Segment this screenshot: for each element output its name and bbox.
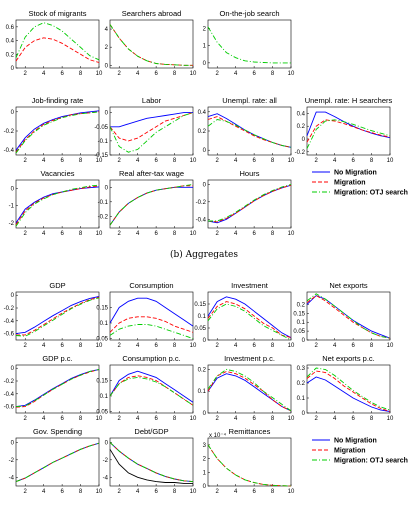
series-line — [208, 297, 291, 338]
plot-frame — [110, 438, 193, 486]
y-tick-label: 0.15 — [293, 311, 305, 318]
y-tick-label: -0.6 — [3, 331, 14, 338]
x-tick-label: 2 — [215, 158, 219, 164]
x-tick-label: 8 — [369, 416, 374, 422]
x-tick-label: 2 — [23, 489, 27, 495]
x-tick-label: 2 — [215, 416, 219, 422]
y-tick-label: -2 — [8, 457, 14, 464]
axis-exponent: x 10⁻⁴ — [209, 433, 227, 439]
x-tick-label: 10 — [189, 231, 197, 237]
panel-title: Net exports — [329, 281, 368, 290]
legend-label: No Migration — [334, 169, 377, 177]
x-tick-label: 8 — [78, 489, 83, 495]
panel-searchers-abroad — [105, 9, 197, 77]
series-line — [16, 186, 99, 225]
y-tick-label: 0 — [202, 411, 206, 417]
series-line — [110, 371, 193, 402]
panel-stock-of-migrants — [6, 9, 103, 77]
x-tick-label: 8 — [78, 71, 83, 77]
x-tick-label: 8 — [78, 231, 83, 237]
y-tick-label: -1 — [8, 203, 14, 210]
panel-debt-gdp — [103, 427, 197, 495]
y-tick-label: -0.4 — [3, 391, 14, 398]
x-tick-label: 6 — [252, 71, 256, 77]
x-tick-label: 8 — [270, 158, 275, 164]
x-tick-label: 8 — [369, 343, 374, 349]
y-tick-label: -0.15 — [94, 153, 108, 159]
plot-frame — [307, 107, 390, 155]
panel-hours — [196, 169, 295, 237]
y-tick-label: -0.2 — [3, 129, 14, 135]
y-tick-label: 2 — [202, 456, 206, 463]
panel-net-exports-p-c — [297, 354, 394, 422]
panel-gdp — [4, 281, 103, 349]
x-tick-label: 4 — [233, 343, 238, 349]
series-line — [110, 298, 193, 326]
x-tick-label: 4 — [332, 343, 337, 349]
x-tick-label: 10 — [95, 71, 103, 77]
y-tick-label: 2 — [104, 45, 108, 52]
plot-frame — [16, 438, 99, 486]
x-tick-label: 8 — [78, 416, 83, 422]
series-line — [110, 442, 193, 481]
x-tick-label: 10 — [287, 158, 295, 164]
panel-title: Searchers abroad — [121, 9, 182, 18]
x-tick-label: 4 — [41, 231, 46, 237]
y-tick-label: -0.2 — [294, 149, 305, 156]
y-tick-label: 0 — [202, 484, 206, 490]
panel-title: Net exports p.c. — [322, 354, 375, 363]
y-tick-label: 0 — [301, 137, 305, 143]
panel-title: Stock of migrants — [28, 9, 87, 18]
panel-title: Consumption p.c. — [122, 354, 181, 363]
panel-title: Unempl. rate: H searchers — [304, 96, 393, 105]
y-tick-label: -0.2 — [97, 214, 108, 221]
y-tick-label: 1 — [202, 470, 206, 477]
panel-title: Remittances — [228, 427, 271, 436]
series-line — [307, 112, 390, 138]
x-tick-label: 10 — [189, 71, 197, 77]
x-tick-label: 8 — [270, 71, 275, 77]
x-tick-label: 4 — [233, 158, 238, 164]
y-tick-label: -2 — [8, 220, 14, 227]
plot-frame — [16, 180, 99, 228]
y-tick-label: 0.1 — [99, 393, 108, 400]
y-tick-label: -0.2 — [195, 199, 206, 206]
x-tick-label: 2 — [314, 158, 318, 164]
x-tick-label: 2 — [23, 416, 27, 422]
series-line — [16, 370, 99, 407]
x-tick-label: 6 — [60, 489, 64, 495]
panel-title: Investment — [231, 281, 268, 290]
x-tick-label: 6 — [252, 343, 256, 349]
y-tick-label: 0.1 — [296, 320, 305, 327]
series-line — [307, 377, 390, 412]
series-line — [110, 184, 193, 225]
plot-frame — [110, 20, 193, 68]
y-tick-label: 0.1 — [99, 320, 108, 327]
panel-title: Debt/GDP — [134, 427, 169, 436]
x-tick-label: 2 — [117, 489, 121, 495]
x-tick-label: 6 — [60, 158, 64, 164]
y-tick-label: -4 — [102, 475, 108, 482]
x-tick-label: 4 — [233, 489, 238, 495]
x-tick-label: 8 — [78, 158, 83, 164]
series-line — [307, 294, 390, 338]
x-tick-label: 4 — [135, 71, 140, 77]
y-tick-label: 0.2 — [5, 52, 14, 59]
x-tick-label: 4 — [41, 489, 46, 495]
y-tick-label: 0.2 — [296, 124, 305, 131]
x-tick-label: 4 — [135, 343, 140, 349]
y-tick-label: 0.2 — [197, 129, 206, 135]
y-tick-label: -0.1 — [97, 199, 108, 206]
x-tick-label: 6 — [60, 416, 64, 422]
x-tick-label: 4 — [135, 489, 140, 495]
x-tick-label: 6 — [252, 416, 256, 422]
y-tick-label: -0.2 — [3, 379, 14, 385]
x-tick-label: 6 — [252, 489, 256, 495]
y-tick-label: 2 — [202, 26, 206, 33]
panel-title: Hours — [239, 169, 260, 178]
panel-net-exports — [293, 281, 394, 349]
panel-gdp-p-c — [4, 354, 103, 422]
x-tick-label: 2 — [117, 158, 121, 164]
x-tick-label: 6 — [154, 416, 158, 422]
panel-title: Unempl. rate: all — [222, 96, 277, 105]
panel-title: Gov. Spending — [32, 427, 83, 436]
x-tick-label: 4 — [233, 231, 238, 237]
x-tick-label: 8 — [172, 416, 177, 422]
y-tick-label: -2 — [102, 457, 108, 464]
y-tick-label: 0 — [104, 440, 108, 447]
x-tick-label: 4 — [41, 416, 46, 422]
y-tick-label: 0.3 — [296, 366, 305, 372]
panel-title: Real after-tax wage — [118, 169, 185, 178]
series-line — [16, 370, 99, 407]
y-tick-label: 0 — [202, 60, 206, 67]
x-tick-label: 2 — [215, 489, 219, 495]
x-tick-label: 4 — [332, 416, 337, 422]
panel-title: Labor — [141, 96, 162, 105]
y-tick-label: 0 — [202, 148, 206, 155]
panel-vacancies — [9, 169, 103, 237]
y-tick-label: -0.1 — [97, 138, 108, 145]
x-tick-label: 8 — [172, 343, 177, 349]
panel-job-finding-rate — [4, 96, 103, 164]
panel-title: Investment p.c. — [224, 354, 275, 363]
y-tick-label: 0.4 — [296, 111, 305, 118]
y-tick-label: 0.1 — [197, 389, 206, 396]
series-line — [208, 184, 291, 221]
x-tick-label: 4 — [135, 416, 140, 422]
panel-investment-p-c — [198, 354, 295, 422]
panel-title: On-the-job search — [219, 9, 280, 18]
x-tick-label: 10 — [95, 231, 103, 237]
series-line — [16, 370, 99, 408]
series-line — [16, 443, 99, 481]
y-tick-label: 3 — [202, 442, 206, 449]
legend-label: Migration — [334, 447, 366, 455]
series-line — [208, 445, 291, 486]
series-line — [110, 325, 193, 339]
panel-consumption-p-c — [96, 354, 197, 422]
y-tick-label: 0.6 — [5, 24, 14, 31]
y-tick-label: -0.6 — [3, 404, 14, 411]
x-tick-label: 4 — [41, 158, 46, 164]
x-tick-label: 10 — [95, 158, 103, 164]
series-line — [208, 372, 291, 411]
panel-real-after-tax-wage — [95, 169, 197, 237]
x-tick-label: 2 — [215, 231, 219, 237]
y-tick-label: 0 — [104, 110, 108, 117]
y-tick-label: 0 — [10, 186, 14, 193]
x-tick-label: 2 — [23, 71, 27, 77]
panel-unempl-rate-h-searchers — [295, 96, 394, 164]
series-line — [208, 302, 291, 338]
series-line — [110, 376, 193, 406]
series-line — [110, 113, 193, 127]
x-tick-label: 6 — [154, 343, 158, 349]
x-tick-label: 6 — [154, 158, 158, 164]
legend-label: Migration — [334, 179, 366, 187]
y-tick-label: -0.4 — [3, 318, 14, 325]
y-tick-label: 0.4 — [5, 38, 14, 45]
legend-label: No Migration — [334, 437, 377, 445]
series-line — [110, 113, 193, 153]
y-tick-label: 0.1 — [197, 314, 206, 320]
x-tick-label: 8 — [172, 231, 177, 237]
series-line — [16, 297, 99, 334]
series-line — [110, 187, 193, 225]
y-tick-label: 0.2 — [197, 367, 206, 374]
y-tick-label: 1 — [202, 43, 206, 50]
series-line — [110, 317, 193, 333]
x-tick-label: 2 — [314, 343, 318, 349]
x-tick-label: 10 — [95, 343, 103, 349]
panel-gov-spending — [9, 427, 103, 495]
x-tick-label: 6 — [252, 158, 256, 164]
y-tick-label: 0.2 — [296, 381, 305, 387]
x-tick-label: 8 — [369, 158, 374, 164]
series-line — [208, 27, 291, 63]
series-line — [307, 371, 390, 412]
series-line — [16, 297, 99, 335]
y-tick-label: 0 — [202, 182, 206, 189]
plot-frame — [16, 20, 99, 68]
plot-frame — [208, 365, 291, 413]
x-tick-label: 10 — [287, 343, 295, 349]
y-tick-label: -0.4 — [195, 217, 206, 224]
y-tick-label: 0 — [10, 293, 14, 300]
y-tick-label: 0.2 — [296, 302, 305, 309]
x-tick-label: 10 — [189, 416, 197, 422]
series-line — [16, 185, 99, 226]
series-line — [16, 38, 99, 63]
panel-remittances — [203, 427, 295, 495]
panel-investment — [194, 281, 295, 349]
y-tick-label: 0.05 — [96, 409, 108, 416]
x-tick-label: 8 — [78, 343, 83, 349]
x-tick-label: 6 — [351, 416, 355, 422]
x-tick-label: 10 — [287, 231, 295, 237]
series-line — [208, 120, 291, 148]
x-tick-label: 2 — [117, 71, 121, 77]
panel-title: Vacancies — [40, 169, 75, 178]
x-tick-label: 10 — [95, 489, 103, 495]
series-line — [208, 304, 291, 340]
x-tick-label: 10 — [287, 416, 295, 422]
x-tick-label: 6 — [351, 158, 355, 164]
x-tick-label: 4 — [233, 416, 238, 422]
x-tick-label: 6 — [60, 231, 64, 237]
x-tick-label: 10 — [95, 416, 103, 422]
plot-frame — [110, 365, 193, 413]
y-tick-label: 0.4 — [197, 109, 206, 116]
series-line — [16, 187, 99, 223]
y-tick-label: -0.2 — [3, 306, 14, 312]
panel-title: GDP p.c. — [42, 354, 73, 363]
series-line — [208, 445, 291, 486]
x-tick-label: 6 — [60, 71, 64, 77]
x-tick-label: 10 — [189, 158, 197, 164]
panel-title: GDP — [49, 281, 66, 290]
y-tick-label: 0.15 — [194, 302, 206, 308]
plot-frame — [110, 292, 193, 340]
x-tick-label: 6 — [154, 489, 158, 495]
x-tick-label: 4 — [41, 343, 46, 349]
y-tick-label: 0 — [10, 440, 14, 447]
x-tick-label: 4 — [135, 231, 140, 237]
x-tick-label: 2 — [117, 231, 121, 237]
panel-title: Consumption — [129, 281, 174, 290]
x-tick-label: 8 — [172, 489, 177, 495]
y-tick-label: 0.1 — [296, 396, 305, 402]
series-line — [110, 25, 193, 66]
x-tick-label: 4 — [233, 71, 238, 77]
y-tick-label: -0.05 — [94, 124, 108, 131]
x-tick-label: 2 — [117, 343, 121, 349]
y-tick-label: 0 — [10, 109, 14, 116]
x-tick-label: 2 — [23, 158, 27, 164]
x-tick-label: 8 — [270, 489, 275, 495]
y-tick-label: 0 — [104, 185, 108, 192]
x-tick-label: 2 — [23, 231, 27, 237]
y-tick-label: 0.05 — [96, 336, 108, 343]
x-tick-label: 6 — [351, 343, 355, 349]
y-tick-label: 0 — [104, 63, 108, 70]
plot-frame — [16, 107, 99, 155]
series-line — [16, 111, 99, 150]
x-tick-label: 6 — [154, 231, 158, 237]
plot-frame — [307, 292, 390, 340]
x-tick-label: 10 — [386, 416, 394, 422]
panel-on-the-job-search — [203, 9, 295, 77]
y-tick-label: 0.05 — [194, 326, 206, 332]
x-tick-label: 10 — [189, 343, 197, 349]
x-tick-label: 4 — [135, 158, 140, 164]
x-tick-label: 4 — [332, 158, 337, 164]
x-tick-label: 2 — [23, 343, 27, 349]
plot-frame — [208, 107, 291, 155]
y-tick-label: 0 — [10, 66, 14, 72]
series-line — [110, 442, 193, 481]
x-tick-label: 10 — [287, 489, 295, 495]
y-tick-label: 4 — [104, 27, 108, 34]
legend-label: Migration: OTJ search — [334, 189, 408, 197]
y-tick-label: 0.15 — [96, 378, 108, 385]
x-tick-label: 10 — [189, 489, 197, 495]
panel-consumption — [96, 281, 197, 349]
y-tick-label: 0.05 — [293, 329, 305, 336]
x-tick-label: 8 — [270, 231, 275, 237]
x-tick-label: 10 — [287, 71, 295, 77]
x-tick-label: 8 — [270, 343, 275, 349]
panel-title: Job-finding rate — [31, 96, 84, 105]
y-tick-label: -4 — [8, 475, 14, 482]
series-line — [110, 449, 193, 483]
series-line — [110, 25, 193, 66]
y-tick-label: 0 — [202, 338, 206, 344]
panel-labor — [94, 96, 197, 164]
series-line — [110, 442, 193, 481]
x-tick-label: 8 — [270, 416, 275, 422]
x-tick-label: 2 — [215, 343, 219, 349]
y-tick-label: 0 — [301, 411, 305, 417]
y-tick-label: 0 — [301, 338, 305, 344]
y-tick-label: 0.15 — [96, 305, 108, 312]
y-tick-label: 0 — [10, 366, 14, 373]
legend — [312, 438, 408, 465]
x-tick-label: 6 — [60, 343, 64, 349]
x-tick-label: 6 — [154, 71, 158, 77]
x-tick-label: 2 — [117, 416, 121, 422]
legend-label: Migration: OTJ search — [334, 457, 408, 465]
x-tick-label: 8 — [172, 71, 177, 77]
x-tick-label: 10 — [386, 343, 394, 349]
panel-unempl-rate-all — [198, 96, 295, 164]
x-tick-label: 6 — [252, 231, 256, 237]
x-tick-label: 2 — [215, 71, 219, 77]
series-line — [208, 185, 291, 223]
y-tick-label: -0.4 — [3, 148, 14, 155]
legend — [312, 170, 408, 197]
plot-frame — [208, 20, 291, 68]
x-tick-label: 4 — [41, 71, 46, 77]
caption: (b) Aggregates — [170, 250, 238, 260]
plot-frame — [110, 107, 193, 155]
x-tick-label: 10 — [386, 158, 394, 164]
x-tick-label: 2 — [314, 416, 318, 422]
x-tick-label: 8 — [172, 158, 177, 164]
